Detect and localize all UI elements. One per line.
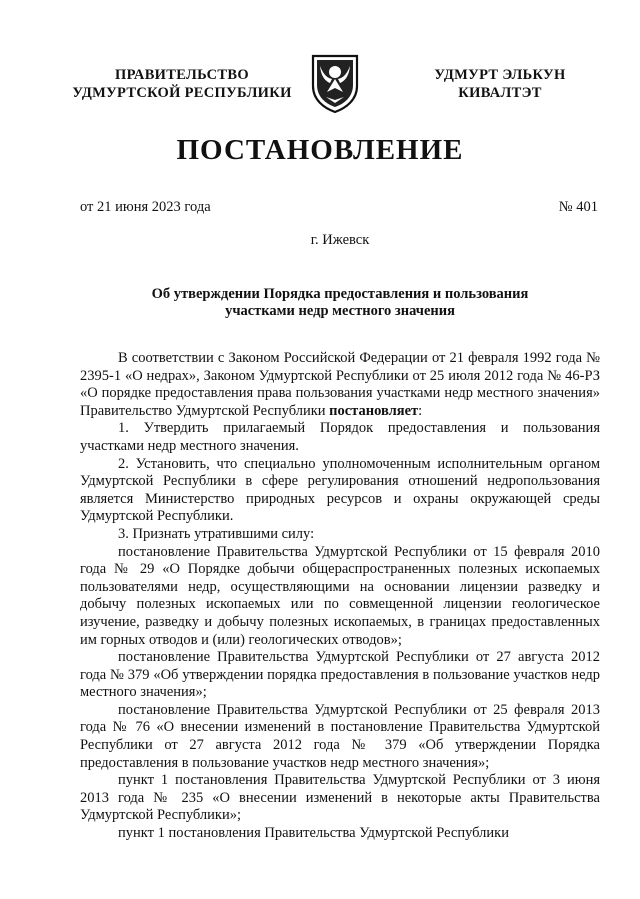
document-title: ПОСТАНОВЛЕНИЕ <box>176 134 464 166</box>
document-number: № 401 <box>558 199 598 215</box>
government-name-udmurt-line1: УДМУРТ ЭЛЬКУН <box>434 67 566 83</box>
government-name-russian <box>62 66 302 102</box>
document-date: от 21 июня 2023 года <box>80 199 211 215</box>
document-city: г. Ижевск <box>310 232 370 248</box>
paragraph-repeal-3: постановление Правительства Удмуртской Республики от 25 февраля 2013 года № 76 «О внесении изменений в постановление Правительства Удмуртской Республики от 27 августа 2012 года № 379 «Об утверждении Порядка предоставления в пользование участков недр местного значения»; <box>80 701 600 771</box>
government-name-udmurt <box>400 66 600 102</box>
government-name-line1: ПРАВИТЕЛЬСТВО <box>115 67 249 83</box>
paragraph-item-2: 2. Установить, что специально уполномоченным исполнительным органом Удмуртской Республики в сфере регулирования отношений недропользования является Министерство природных ресурсов и охраны окружающей среды Удмуртской Республики. <box>80 455 600 525</box>
paragraph-item-3: 3. Признать утратившими силу: <box>118 525 315 542</box>
document-subject <box>110 286 570 320</box>
paragraph-repeal-5: пункт 1 постановления Правительства Удмуртской Республики <box>118 825 509 842</box>
udmurt-coat-of-arms-icon <box>308 52 362 114</box>
paragraph-repeal-2: постановление Правительства Удмуртской Республики от 27 августа 2012 года № 379 «Об утверждении порядка предоставления в пользование участков недр местного значения»; <box>80 649 600 701</box>
government-name-udmurt-line2: КИВАЛТЭТ <box>458 85 542 101</box>
subject-line2: участками недр местного значения <box>225 303 455 319</box>
preamble-text: В соответствии с Законом Российской Федерации от 21 февраля 1992 года № 2395-1 «О недрах», Законом Удмуртской Республики от 25 июля 2012 года № 46-РЗ «О порядке предоставления права пользования участками недр местного значения» Правительство Удмуртской Республики <box>80 350 600 419</box>
paragraph-item-1: 1. Утвердить прилагаемый Порядок предоставления и пользования участками недр местного значения. <box>80 420 600 454</box>
preamble-bold-word: постановляет <box>329 402 419 419</box>
government-name-line2: УДМУРТСКОЙ РЕСПУБЛИКИ <box>72 85 292 101</box>
document-body <box>80 350 600 843</box>
paragraph-repeal-1: постановление Правительства Удмуртской Республики от 15 февраля 2010 года № 29 «О Порядке добычи общераспространенных полезных ископаемых пользователями недр, осуществляющими на основании лицензии разведку и добычу полезных ископаемых или по совмещенной лицензии геологическое изучение, разведку и добычу полезных ископаемых, в границах предоставленных им горных отводов и (или) геологических отводов»; <box>80 543 600 648</box>
subject-line1: Об утверждении Порядка предоставления и пользования <box>151 286 529 302</box>
paragraph-preamble <box>80 350 600 420</box>
preamble-colon: : <box>418 402 423 419</box>
paragraph-repeal-4: пункт 1 постановления Правительства Удмуртской Республики от 3 июня 2013 года № 235 «О внесении изменений в некоторые акты Правительства Удмуртской Республики»; <box>80 772 600 824</box>
